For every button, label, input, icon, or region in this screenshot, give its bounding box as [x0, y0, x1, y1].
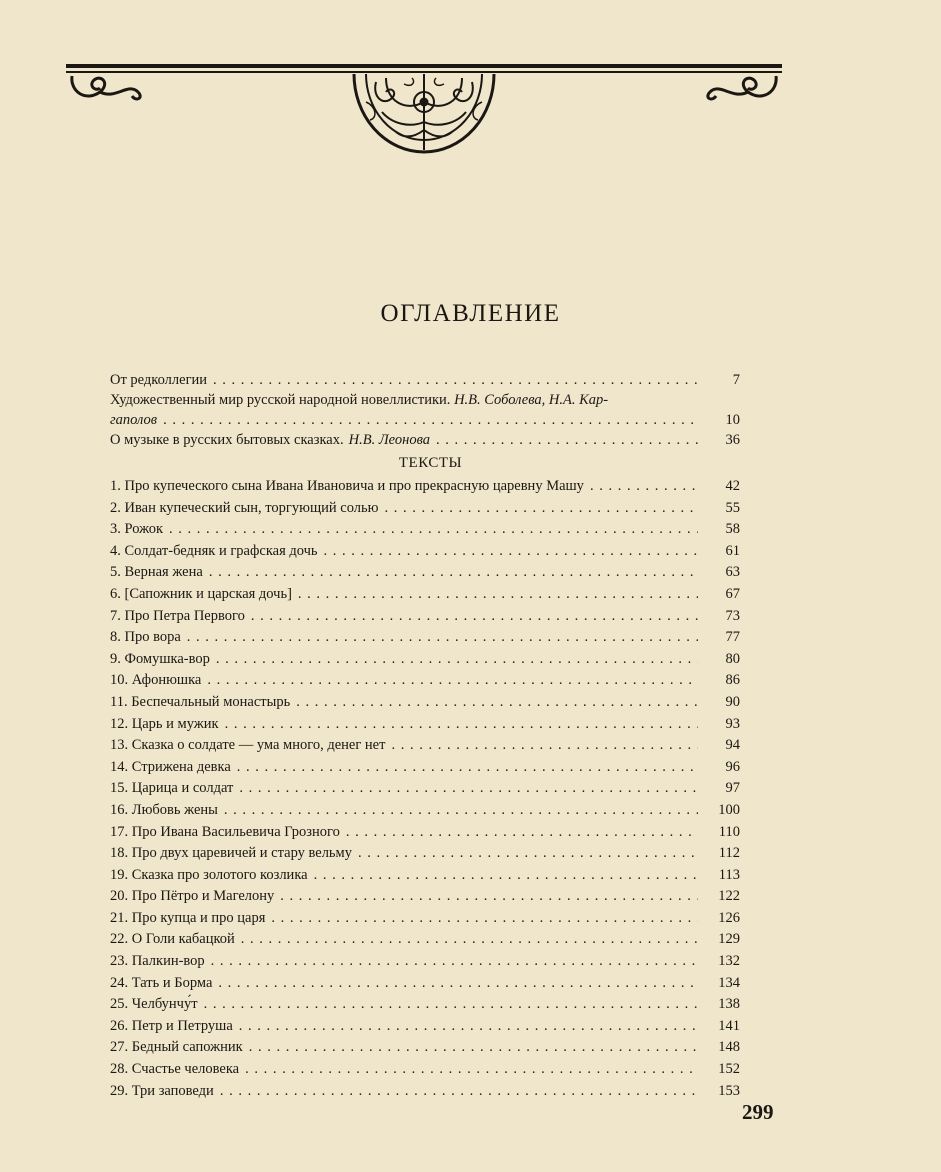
leader-dots — [249, 1037, 698, 1059]
leader-dots — [213, 370, 698, 390]
front-entry-music[interactable] — [110, 430, 740, 450]
front-entry-article-line1[interactable] — [110, 390, 740, 410]
leader-dots — [346, 822, 698, 844]
leader-dots — [298, 584, 698, 606]
toc-entry[interactable] — [110, 649, 740, 671]
entry-label: 28. Счастье человека — [110, 1061, 240, 1078]
leader-dots — [163, 410, 698, 430]
toc-entry[interactable] — [110, 800, 740, 822]
leader-dots — [169, 519, 698, 541]
toc-entry[interactable] — [110, 584, 740, 606]
entry-label: 14. Стрижена девка — [110, 758, 231, 775]
leader-dots — [220, 1081, 698, 1103]
entry-page: 7 — [732, 372, 740, 388]
entry-label: Художественный мир русской народной новеллистики. — [110, 392, 451, 408]
entry-page: 148 — [718, 1039, 740, 1056]
toc-entry[interactable] — [110, 1037, 740, 1059]
front-matter-list — [110, 370, 740, 450]
entry-page: 58 — [725, 521, 740, 538]
entry-page: 112 — [718, 845, 740, 862]
front-entry-article-line2[interactable] — [110, 410, 740, 430]
toc-entry[interactable] — [110, 929, 740, 951]
toc-entry[interactable] — [110, 606, 740, 628]
entry-page: 73 — [725, 607, 740, 624]
leader-dots — [225, 714, 698, 736]
entry-label: 3. Рожок — [110, 521, 164, 538]
toc-entry[interactable] — [110, 1059, 740, 1081]
leader-dots — [237, 757, 698, 779]
entry-label: О музыке в русских бытовых сказках. — [110, 432, 344, 448]
leader-dots — [187, 627, 698, 649]
entry-label: 1. Про купеческого сына Ивана Ивановича и про прекрасную царевну Машу — [110, 478, 584, 494]
entry-label: 7. Про Петра Первого — [110, 607, 245, 624]
entry-label: 5. Верная жена — [110, 564, 203, 581]
entry-page: 100 — [718, 801, 740, 818]
entry-page: 132 — [718, 953, 740, 970]
entry-page: 77 — [725, 629, 740, 646]
section-heading-texts: ТЕКСТЫ — [398, 455, 463, 471]
toc-entry[interactable] — [110, 476, 740, 498]
toc-entry[interactable] — [110, 757, 740, 779]
leader-dots — [239, 778, 698, 800]
entry-label: 27. Бедный сапожник — [110, 1039, 243, 1056]
entry-page: 129 — [718, 931, 740, 948]
leader-dots — [436, 430, 698, 450]
entry-author: Н.В. Соболева, Н.А. Кар- — [454, 392, 609, 408]
entry-page: 61 — [725, 542, 740, 559]
entry-page: 97 — [725, 780, 740, 797]
entry-page: 126 — [718, 909, 740, 926]
entry-page: 93 — [725, 715, 740, 732]
leader-dots — [209, 562, 698, 584]
entry-page: 80 — [725, 650, 740, 667]
toc-entry[interactable] — [110, 498, 740, 520]
leader-dots — [271, 908, 698, 930]
entry-label: 26. Петр и Петруша — [110, 1017, 233, 1034]
entry-page: 86 — [725, 672, 740, 689]
toc-entry[interactable] — [110, 973, 740, 995]
toc-entry[interactable] — [110, 843, 740, 865]
entry-page: 122 — [718, 888, 740, 905]
leader-dots — [358, 843, 698, 865]
entry-label: 18. Про двух царевичей и стару вельму — [110, 845, 352, 862]
leader-dots — [245, 1059, 698, 1081]
entry-author: Н.В. Леонова — [348, 432, 431, 448]
entry-page: 42 — [725, 478, 740, 494]
entry-label: 24. Тать и Борма — [110, 974, 213, 991]
entry-page: 10 — [725, 412, 740, 428]
entry-label: 25. Челбунчу́т — [110, 996, 198, 1013]
leader-dots — [384, 498, 698, 520]
entry-label: 4. Солдат-бедняк и графская дочь — [110, 542, 318, 559]
page-number: 299 — [742, 1100, 774, 1124]
toc-entry[interactable] — [110, 692, 740, 714]
leader-dots — [218, 973, 698, 995]
leader-dots — [239, 1016, 698, 1038]
entry-label: 29. Три заповеди — [110, 1082, 214, 1099]
entry-label: 23. Палкин-вор — [110, 953, 205, 970]
entry-page: 152 — [718, 1061, 740, 1078]
entry-label: 21. Про купца и про царя — [110, 909, 266, 926]
toc-entry[interactable] — [110, 519, 740, 541]
front-entry-editorial[interactable] — [110, 370, 740, 390]
toc-entry[interactable] — [110, 994, 740, 1016]
toc-entry[interactable] — [110, 670, 740, 692]
leader-dots — [241, 929, 698, 951]
entry-page: 138 — [718, 996, 740, 1013]
leader-dots — [590, 476, 698, 498]
entry-page: 153 — [718, 1082, 740, 1099]
entry-page: 141 — [718, 1017, 740, 1034]
entry-page: 55 — [725, 499, 740, 516]
entry-label: От редколлегии — [110, 372, 208, 388]
toc-entry[interactable] — [110, 541, 740, 563]
entry-label: 19. Сказка про золотого козлика — [110, 866, 308, 883]
entry-page: 67 — [725, 585, 740, 602]
entry-label: 8. Про вора — [110, 629, 181, 646]
decorative-header-ornament — [66, 62, 782, 162]
toc-entry[interactable] — [110, 886, 740, 908]
entry-label: 15. Царица и солдат — [110, 780, 234, 797]
toc-entry[interactable] — [110, 908, 740, 930]
entry-page: 110 — [718, 823, 740, 840]
entry-label: 2. Иван купеческий сын, торгующий солью — [110, 499, 379, 516]
toc-entry[interactable] — [110, 735, 740, 757]
toc-entry[interactable] — [110, 1016, 740, 1038]
toc-list — [110, 476, 740, 1102]
entry-label: 22. О Голи кабацкой — [110, 931, 235, 948]
toc-entry[interactable] — [110, 562, 740, 584]
leader-dots — [324, 541, 698, 563]
toc-entry[interactable] — [110, 822, 740, 844]
entry-label: 13. Сказка о солдате — ума много, денег нет — [110, 737, 386, 754]
entry-page: 90 — [725, 693, 740, 710]
leader-dots — [207, 670, 698, 692]
entry-page: 134 — [718, 974, 740, 991]
entry-label: 6. [Сапожник и царская дочь] — [110, 585, 292, 602]
entry-label: 16. Любовь жены — [110, 801, 218, 818]
leader-dots — [391, 735, 698, 757]
leader-dots — [296, 692, 698, 714]
entry-page: 96 — [725, 758, 740, 775]
entry-page: 63 — [725, 564, 740, 581]
entry-label: 20. Про Пётро и Магелону — [110, 888, 275, 905]
toc-entry[interactable] — [110, 627, 740, 649]
entry-label: 12. Царь и мужик — [110, 715, 219, 732]
entry-label: 11. Беспечальный монастырь — [110, 693, 291, 710]
leader-dots — [224, 800, 698, 822]
entry-page: 113 — [718, 866, 740, 883]
page-title: ОГЛАВЛЕНИЕ — [380, 300, 561, 327]
entry-page: 36 — [725, 432, 740, 448]
entry-label: 10. Афонюшка — [110, 672, 202, 689]
toc-entry[interactable] — [110, 865, 740, 887]
leader-dots — [251, 606, 698, 628]
entry-author-cont: гаполов — [110, 412, 158, 428]
entry-page: 94 — [725, 737, 740, 754]
toc-entry[interactable] — [110, 1081, 740, 1103]
leader-dots — [204, 994, 698, 1016]
leader-dots — [216, 649, 698, 671]
toc-entry[interactable] — [110, 778, 740, 800]
toc-entry[interactable] — [110, 951, 740, 973]
entry-label: 17. Про Ивана Васильевича Грозного — [110, 823, 340, 840]
leader-dots — [280, 886, 698, 908]
toc-entry[interactable] — [110, 714, 740, 736]
leader-dots — [211, 951, 698, 973]
entry-label: 9. Фомушка-вор — [110, 650, 210, 667]
leader-dots — [314, 865, 698, 887]
